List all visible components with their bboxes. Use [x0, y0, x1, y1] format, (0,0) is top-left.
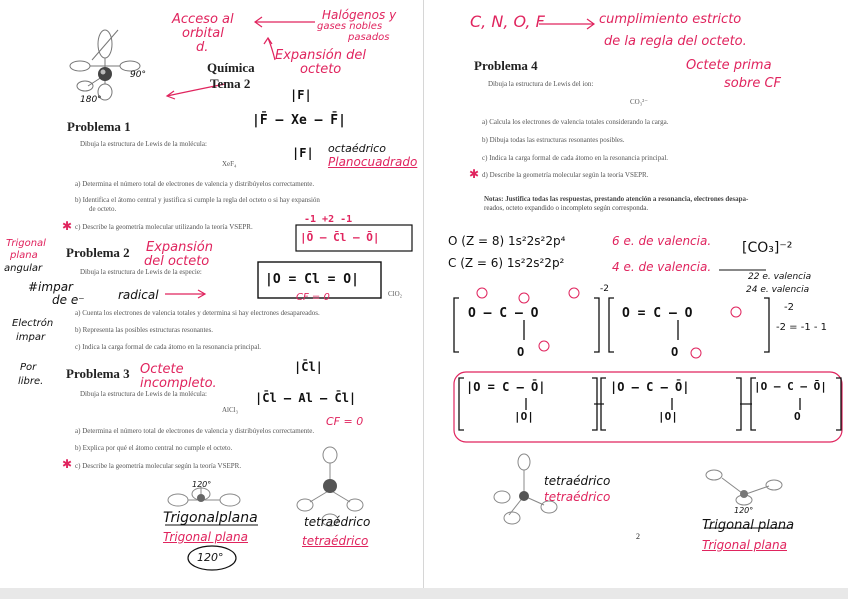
co3-s2: O = C — O — [622, 306, 693, 321]
tema-title: Tema 2 — [210, 76, 251, 91]
right-sketches — [424, 0, 848, 599]
p1-formula: XeF₄ — [222, 160, 237, 168]
ann-trigonal-side: Trigonal — [6, 238, 46, 249]
angle120-r: 120° — [734, 506, 754, 515]
p3-text: Dibuja la estructura de Lewis de la molécula: — [80, 390, 207, 398]
charge-m2: -2 — [600, 284, 609, 294]
p3-c: c) Describe la geometría molecular según la teoría VSEPR. — [75, 462, 242, 470]
star-icon-2: ✱ — [62, 457, 73, 471]
ann-planocuadrado: Planocuadrado — [328, 155, 418, 169]
p2-text: Dibuja la estructura de Lewis de la especie: — [80, 268, 202, 276]
co3-s2b: O — [671, 345, 679, 359]
e24: 24 e. valencia — [746, 285, 810, 295]
alcl3-top: |C̄l| — [294, 360, 323, 374]
ann-octete-inc2: incompleto. — [140, 376, 217, 391]
p2-a: a) Cuenta los electrones de valencia totales y determina si hay electrones desapareados. — [75, 309, 320, 317]
ann-cumplimiento: cumplimiento estricto — [599, 12, 742, 27]
e22: 22 e. valencia — [748, 272, 812, 282]
ann-impar2: impar — [16, 332, 46, 343]
ann-acceso: Acceso al — [172, 12, 234, 27]
res-3b: O — [794, 410, 801, 423]
c-val: 4 e. de valencia. — [612, 260, 712, 274]
p3-formula: AlCl₃ — [222, 406, 239, 414]
res-1: |O = C — Ō| — [466, 380, 546, 394]
p4-heading: Problema 4 — [474, 58, 538, 73]
xef4-top: |F| — [290, 88, 312, 102]
ann-angle120-circle: 120° — [197, 551, 224, 564]
ann-por: Por — [20, 362, 37, 373]
p1-b: b) Identifica el átomo central y justifica si cumple la regla del octeto o si hay expansión — [75, 196, 320, 204]
trig-black-r: Trigonal plana — [702, 518, 795, 533]
ann-regla: de la regla del octeto. — [604, 34, 747, 49]
p2-c: c) Indica la carga formal de cada átomo en la resonancia principal. — [75, 343, 262, 351]
ann-radical: radical — [118, 288, 159, 302]
notas: Notas: Justifica todas las respuestas, prestando atención a resonancia, electrones desapa- — [484, 195, 749, 203]
course-title: Química — [207, 60, 255, 75]
trig-red-r: Trigonal plana — [702, 538, 787, 552]
p2-b: b) Representa las posibles estructuras resonantes. — [75, 326, 214, 334]
star-icon: ✱ — [62, 219, 73, 233]
ann-dee: de e⁻ — [52, 293, 85, 307]
ann-plana: plana — [10, 250, 38, 261]
res-2b: |O| — [658, 410, 678, 423]
ann-octeto1: octeto — [300, 62, 342, 77]
p4-d: d) Describe la geometría molecular según la teoría VSEPR. — [482, 171, 649, 179]
ann-electron: Electrón — [12, 318, 54, 329]
ann-expansion1: Expansión del — [275, 48, 366, 63]
res-3: |O — C — Ō| — [754, 380, 827, 393]
alcl3-mid: |C̄l — Al — C̄l| — [255, 391, 357, 405]
page-number: 2 — [636, 532, 640, 541]
res-1b: |O| — [514, 410, 534, 423]
charge-sum: -2 = -1 - 1 — [776, 322, 828, 333]
star-icon-3: ✱ — [469, 167, 480, 181]
ann-expansion2: Expansión — [146, 240, 213, 255]
p3-b: b) Explica por qué el átomo central no cumple el octeto. — [75, 444, 233, 452]
ann-trig-red: Trigonal plana — [163, 530, 248, 544]
scan-edge — [0, 588, 848, 599]
p3-a: a) Determina el número total de electrones de valencia y distribúyelos correctamente. — [75, 427, 315, 435]
ann-octete-prima: Octete prima — [686, 58, 772, 73]
ann-sobre-cf: sobre CF — [724, 76, 782, 91]
p1-text: Dibuja la estructura de Lewis de la molécula: — [80, 140, 207, 148]
p4-text: Dibuja la estructura de Lewis del ion: — [488, 80, 594, 88]
p1-a: a) Determina el número total de electrones de valencia y distribúyelos correctamente. — [75, 180, 315, 188]
xef4-bot: |F| — [292, 146, 314, 160]
p2-formula: ClO₂ — [388, 290, 403, 298]
ann-pasados: pasados — [348, 32, 390, 43]
notas-2: reados, octeto expandido o incompleto según corresponda. — [484, 204, 649, 212]
octahedral-sketch — [70, 30, 140, 100]
ann-libre: libre. — [18, 376, 44, 387]
ann-tetra-red: tetraédrico — [302, 534, 369, 548]
o-config: O (Z = 8) 1s²2s²2p⁴ — [448, 234, 566, 248]
co3-s1b: O — [517, 345, 525, 359]
p4-b: b) Dibuja todas las estructuras resonantes posibles. — [482, 136, 625, 144]
clo2-a: |Ō — C̄l — Ō| — [300, 231, 380, 244]
res-2: |O — C — Ō| — [610, 380, 690, 394]
p4-formula: CO₃²⁻ — [630, 98, 648, 106]
p1-c: c) Describe la geometría molecular utilizando la teoría VSEPR. — [75, 223, 253, 231]
xef4-mid: |F̄ — Xe — F̄| — [252, 113, 346, 128]
ann-octeto2: del octeto — [144, 254, 210, 269]
ann-cnof: C, N, O, F — [470, 12, 545, 31]
ann-gases: gases nobles — [317, 21, 383, 32]
p4-a: a) Calcula los electrones de valencia totales considerando la carga. — [482, 118, 669, 126]
p3-heading: Problema 3 — [66, 366, 130, 381]
tetra-red-r: tetraédrico — [544, 490, 611, 504]
p1-heading: Problema 1 — [67, 119, 131, 134]
right-page — [424, 0, 848, 599]
ann-angular: angular — [4, 263, 43, 274]
ann-tetra-black: tetraédrico — [304, 515, 371, 529]
ann-trig-black: Trigonalplana — [163, 510, 258, 526]
ann-d: d. — [196, 40, 209, 55]
ann-cf0b: CF = 0 — [326, 415, 364, 428]
ann-halogenos: Halógenos y — [322, 8, 397, 22]
p4-c: c) Indica la carga formal de cada átomo en la resonancia principal. — [482, 154, 669, 162]
ann-octaedrico: octaédrico — [328, 142, 386, 155]
charge-m2-b: -2 — [784, 302, 794, 313]
ann-cf0: CF = 0 — [296, 292, 330, 303]
ann-orbital: orbital — [182, 26, 224, 41]
clo2-fc: -1 +2 -1 — [304, 214, 353, 225]
p1-b2: de octeto. — [89, 205, 117, 213]
clo2-b: |O = Cl = O| — [265, 272, 359, 287]
co3-ion: [CO₃]⁻² — [742, 240, 793, 256]
ann-octete-inc1: Octete — [140, 362, 184, 377]
p2-heading: Problema 2 — [66, 245, 130, 260]
ann-angle90: 90° — [130, 70, 146, 80]
co3-s1: O — C — O — [468, 306, 539, 321]
ann-angle120: 120° — [192, 480, 212, 489]
c-config: C (Z = 6) 1s²2s²2p² — [448, 256, 565, 270]
ann-impar: #impar — [28, 280, 73, 294]
tetra-black-r: tetraédrico — [544, 474, 611, 488]
o-val: 6 e. de valencia. — [612, 234, 712, 248]
ann-angle180: 180° — [80, 95, 102, 105]
